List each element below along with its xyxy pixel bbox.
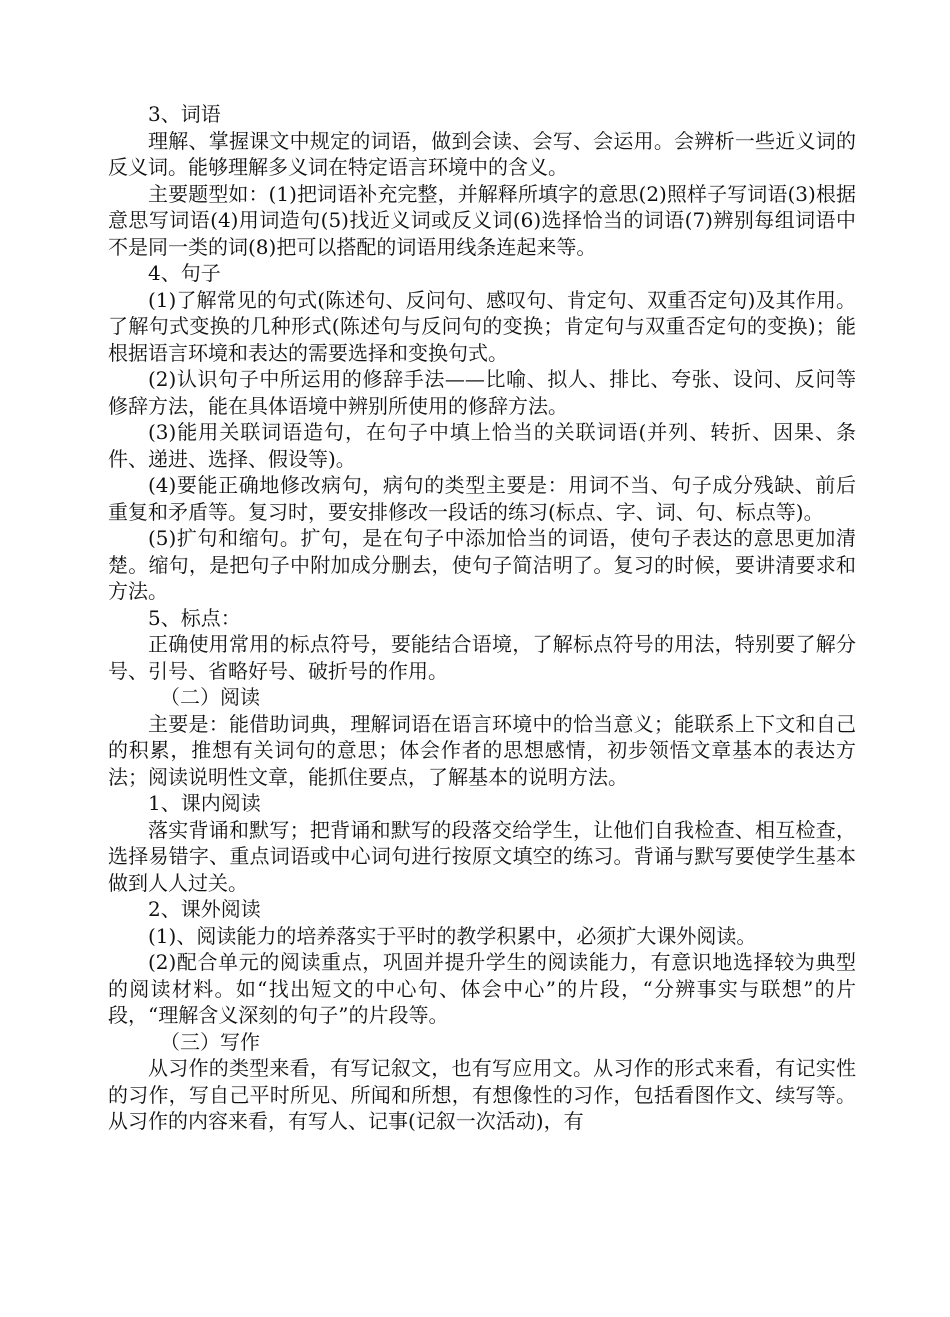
section-heading-in-class-reading: 1、课内阅读 [148, 791, 261, 815]
section-heading-sentences: 4、句子 [148, 261, 221, 285]
paragraph-reading-ability: (1)、阅读能力的培养落实于平时的教学积累中，必须扩大课外阅读。 [148, 923, 757, 948]
paragraph-sentence-correction: (4)要能正确地修改病句，病句的类型主要是：用词不当、句子成分残缺、前后重复和矛盾等。复习时，要安排修改一段话的练习(标点、字、词、句、标点等)。 [108, 473, 856, 524]
section-heading-extracurricular-reading: 2、课外阅读 [148, 897, 261, 921]
paragraph-rhetoric: (2)认识句子中所运用的修辞手法——比喻、拟人、排比、夸张、设问、反问等修辞方法，能在具体语境中辨别所使用的修辞方法。 [108, 367, 856, 418]
section-heading-writing: （三）写作 [160, 1029, 260, 1054]
paragraph-reading-main: 主要是：能借助词典，理解词语在语言环境中的恰当意义；能联系上下文和自己的积累，推想有关词句的意思；体会作者的思想感情，初步领悟文章基本的表达方法；阅读说明性文章，能抓住要点，了解基本的说明方法。 [108, 711, 856, 789]
paragraph-words-understanding: 理解、掌握课文中规定的词语，做到会读、会写、会运用。会辨析一些近义词的反义词。能够理解多义词在特定语言环境中的含义。 [108, 128, 856, 179]
section-heading-words: 3、词语 [148, 102, 221, 126]
paragraph-sentence-patterns: (1)了解常见的句式(陈述句、反问句、感叹句、肯定句、双重否定句)及其作用。了解句式变换的几种形式(陈述句与反问句的变换；肯定句与双重否定句的变换)；能根据语言环境和表达的需要选择和变换句式。 [108, 287, 856, 365]
paragraph-recitation: 落实背诵和默写；把背诵和默写的段落交给学生，让他们自我检查、相互检查，选择易错字、重点词语或中心词句进行按原文填空的练习。背诵与默写要使学生基本做到人人过关。 [108, 817, 856, 895]
paragraph-reading-focus: (2)配合单元的阅读重点，巩固并提升学生的阅读能力，有意识地选择较为典型的阅读材料。如“找出短文的中心句、体会中心”的片段，“分辨事实与联想”的片段，“理解含义深刻的句子”的片段等。 [108, 950, 856, 1027]
paragraph-punctuation: 正确使用常用的标点符号，要能结合语境，了解标点符号的用法，特别要了解分号、引号、省略好号、破折号的作用。 [108, 632, 856, 683]
paragraph-conjunctions: (3)能用关联词语造句，在句子中填上恰当的关联词语(并列、转折、因果、条件、递进、选择、假设等)。 [108, 420, 856, 471]
paragraph-expand-shorten: (5)扩句和缩句。扩句，是在句子中添加恰当的词语，使句子表达的意思更加清楚。缩句，是把句子中附加成分删去，使句子简洁明了。复习的时候，要讲清要求和方法。 [108, 526, 856, 603]
paragraph-writing-types: 从习作的类型来看，有写记叙文，也有写应用文。从习作的形式来看，有记实性的习作，写自己平时所见、所闻和所想，有想像性的习作，包括看图作文、续写等。从习作的内容来看，有写人、记事(记叙一次活动)，有 [108, 1056, 856, 1133]
document-body [108, 101, 856, 1135]
paragraph-words-question-types: 主要题型如：(1)把词语补充完整，并解释所填字的意思(2)照样子写词语(3)根据意思写词语(4)用词造句(5)找近义词或反义词(6)选择恰当的词语(7)辨别每组词语中不是同一类的词(8)把可以搭配的词语用线条连起来等。 [108, 181, 856, 259]
section-heading-punctuation: 5、标点： [148, 605, 241, 630]
section-heading-reading: （二）阅读 [160, 685, 260, 709]
